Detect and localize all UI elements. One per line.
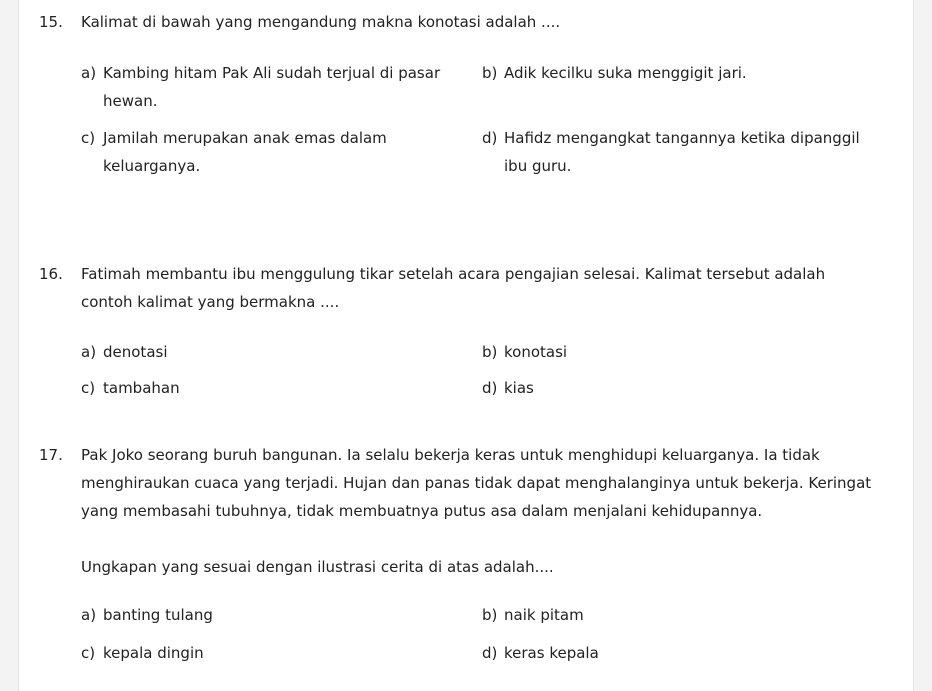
option-text: Jamilah merupakan anak emas dalam keluarganya.	[103, 129, 387, 175]
option-c[interactable]	[81, 124, 421, 180]
option-letter: b)	[482, 64, 498, 82]
option-d[interactable]	[482, 374, 862, 402]
option-text: Kambing hitam Pak Ali sudah terjual di pasar hewan.	[103, 64, 441, 110]
option-letter: d)	[482, 129, 498, 147]
option-letter: d)	[482, 644, 498, 662]
option-letter: a)	[81, 343, 97, 361]
option-b[interactable]	[482, 338, 862, 366]
option-letter: b)	[482, 343, 498, 361]
question-number: 15.	[39, 13, 63, 31]
option-letter: a)	[81, 64, 97, 82]
option-c[interactable]	[81, 374, 461, 402]
option-letter: c)	[81, 379, 96, 397]
option-letter: c)	[81, 644, 96, 662]
option-text: keras kepala	[504, 644, 599, 662]
option-a[interactable]	[81, 601, 461, 629]
option-text: naik pitam	[504, 606, 584, 624]
option-a[interactable]	[81, 338, 461, 366]
question-text: Pak Joko seorang buruh bangunan. Ia selalu bekerja keras untuk menghidupi keluarganya. Ia tidak menghiraukan cuaca yang terjadi. Hujan dan panas tidak dapat menghalanginya untuk bekerja. Keringat yang membasahi tubuhnya, tidak membuatnya putus asa dalam menjalani kehidupannya.	[81, 446, 872, 520]
question-text: Kalimat di bawah yang mengandung makna konotasi adalah ....	[81, 13, 561, 31]
question-text: Fatimah membantu ibu menggulung tikar setelah acara pengajian selesai. Kalimat tersebut adalah contoh kalimat yang bermakna ....	[81, 265, 826, 311]
option-b[interactable]	[482, 601, 862, 629]
option-text: tambahan	[103, 379, 180, 397]
option-text: kias	[504, 379, 534, 397]
option-text: Hafidz mengangkat tangannya ketika dipanggil ibu guru.	[504, 129, 860, 175]
question-prompt: Ungkapan yang sesuai dengan ilustrasi cerita di atas adalah....	[81, 558, 554, 576]
option-text: denotasi	[103, 343, 168, 361]
question-number: 17.	[39, 446, 63, 464]
worksheet-page	[18, 0, 914, 691]
option-text: konotasi	[504, 343, 568, 361]
option-b[interactable]	[482, 59, 862, 87]
option-letter: b)	[482, 606, 498, 624]
option-text: Adik kecilku suka menggigit jari.	[504, 64, 747, 82]
question-number: 16.	[39, 265, 63, 283]
option-letter: c)	[81, 129, 96, 147]
option-d[interactable]	[482, 124, 882, 180]
option-text: kepala dingin	[103, 644, 204, 662]
option-text: banting tulang	[103, 606, 213, 624]
option-letter: d)	[482, 379, 498, 397]
option-a[interactable]	[81, 59, 461, 115]
option-letter: a)	[81, 606, 97, 624]
option-c[interactable]	[81, 639, 461, 667]
option-d[interactable]	[482, 639, 862, 667]
